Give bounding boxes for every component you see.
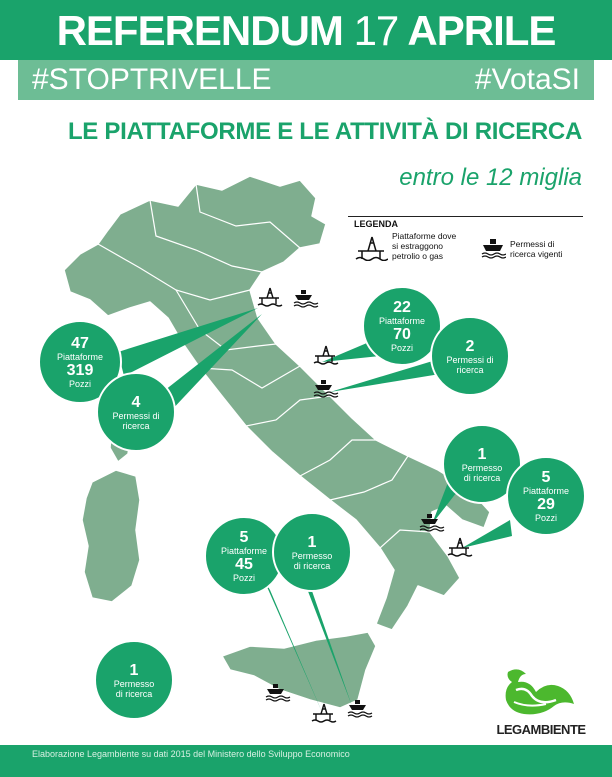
bubble-adriatic-north-permits: 4 Permessi di ricerca <box>96 372 176 452</box>
bubble-sicily-permit: 1 Permesso di ricerca <box>272 512 352 592</box>
title-date: 17 <box>353 7 399 54</box>
bubble-sicily-platforms: 5 Piattaforme 45 Pozzi <box>204 516 284 596</box>
headline-subtitle: entro le 12 miglia <box>399 164 582 191</box>
headline-title: LE PIATTAFORME E LE ATTIVITÀ DI RICERCA <box>67 118 582 145</box>
bubble-ionian-permit: 1 Permesso di ricerca <box>442 424 522 504</box>
platform-icon-adriatic-north <box>258 288 282 306</box>
ship-icon-adriatic-central <box>314 380 338 397</box>
legend-title: LEGENDA <box>354 219 399 229</box>
logo-text: LEGAMBIENTE <box>496 722 586 737</box>
bubble-adriatic-central-platforms: 22 Piattaforme 70 Pozzi <box>362 286 442 366</box>
hashtag-stoptrivelle: #STOPTRIVELLE <box>32 63 272 96</box>
footer-bar <box>0 745 612 777</box>
title-referendum: REFERENDUM <box>56 7 343 54</box>
bubble-adriatic-north-platforms: 47 Piattaforme 319 Pozzi <box>38 320 122 404</box>
ship-icon-adriatic-north <box>294 290 318 307</box>
legend-permit-label: Permessi di ricerca vigenti <box>510 239 563 259</box>
platform-icon-sicily <box>312 704 336 722</box>
footer-credit: Elaborazione Legambiente su dati 2015 del Ministero dello Sviluppo Economico <box>32 749 350 759</box>
bubble-sicily-west-permit: 1 Permesso di ricerca <box>94 640 174 720</box>
legend-platform-label: Piattaforme dove si estraggono petrolio o gas <box>392 231 457 261</box>
hashtag-votasi: #VotaSI <box>474 63 580 96</box>
platform-icon-ionian <box>448 538 472 556</box>
bubble-ionian-platforms: 5 Piattaforme 29 Pozzi <box>506 456 586 536</box>
platform-icon-adriatic-central <box>314 346 338 364</box>
bubble-adriatic-central-permits: 2 Permessi di ricerca <box>430 316 510 396</box>
legambiente-logo <box>496 664 586 744</box>
ship-icon-sicily-west <box>266 684 290 701</box>
title-month: APRILE <box>407 7 556 54</box>
ship-icon-sicily <box>348 700 372 717</box>
ship-icon-ionian <box>420 514 444 531</box>
swan-logo-icon <box>496 664 586 722</box>
